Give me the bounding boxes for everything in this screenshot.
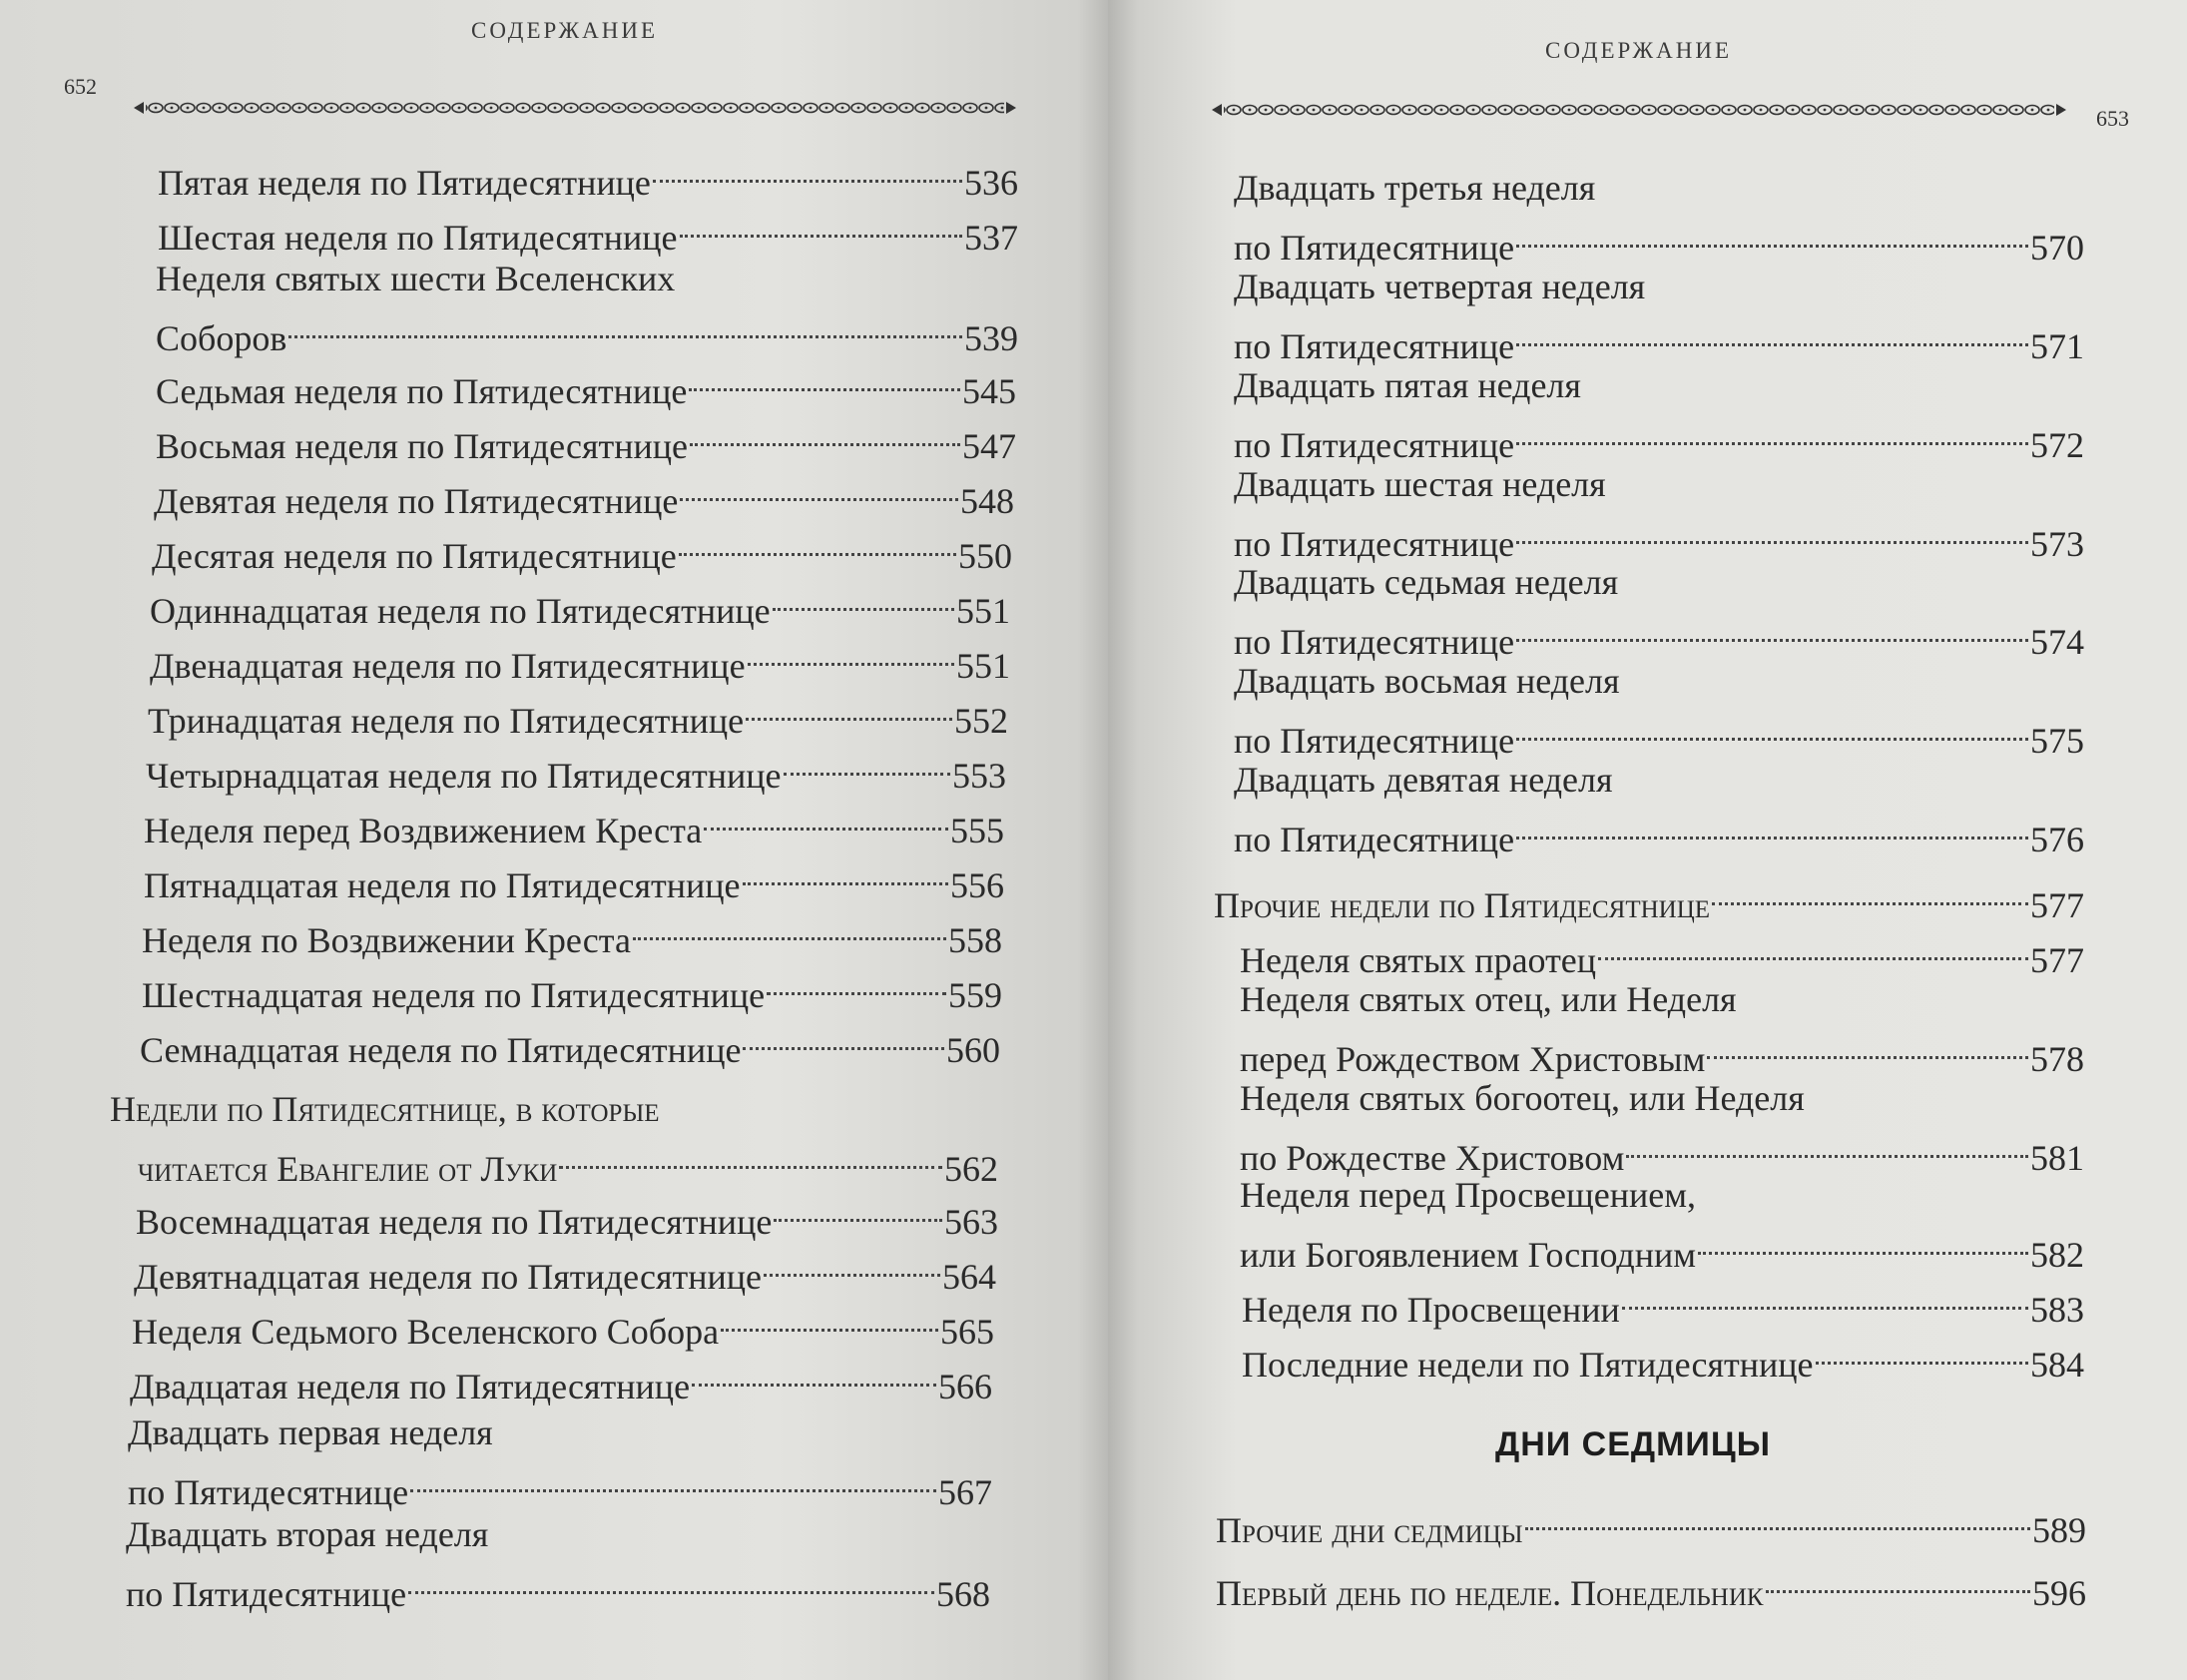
toc-entry[interactable]: Шестая неделя по Пятидесятнице 537 <box>158 201 1018 261</box>
toc-entry-group[interactable]: Прочие дни седмицы 589 <box>1216 1493 2086 1553</box>
toc-entry[interactable]: Восемнадцатая неделя по Пятидесятнице 563 <box>136 1185 998 1245</box>
toc-entry[interactable]: Четырнадцатая неделя по Пятидесятнице 553 <box>146 739 1006 799</box>
toc-entry-group[interactable]: Первый день по неделе. Понедельник 596 <box>1216 1556 2086 1616</box>
right-page <box>1108 0 2187 1680</box>
toc-entry[interactable]: Десятая неделя по Пятидесятнице 550 <box>152 519 1012 579</box>
toc-entry[interactable]: Девятнадцатая неделя по Пятидесятнице 564 <box>134 1240 996 1300</box>
toc-entry[interactable]: Двадцать девятая неделя по Пятидесятнице 576 <box>1234 760 2084 859</box>
toc-entry[interactable]: Пятнадцатая неделя по Пятидесятнице 556 <box>144 848 1004 908</box>
toc-entry[interactable]: Двадцать третья неделя по Пятидесятнице 570 <box>1234 168 2084 268</box>
toc-entry[interactable]: Двенадцатая неделя по Пятидесятнице 551 <box>150 629 1010 689</box>
toc-entry[interactable]: Неделя по Воздвижении Креста 558 <box>142 903 1002 963</box>
toc-entry[interactable]: Неделя святых праотец 577 <box>1240 923 2084 983</box>
toc-entry[interactable]: Неделя перед Просвещением, или Богоявлением Господним 582 <box>1240 1175 2084 1275</box>
toc-entry[interactable]: Двадцать восьмая неделя по Пятидесятнице 575 <box>1234 661 2084 761</box>
toc-entry[interactable]: Двадцать вторая неделя по Пятидесятнице 568 <box>126 1514 990 1614</box>
left-running-head: СОДЕРЖАНИЕ <box>471 18 659 43</box>
toc-entry[interactable]: Неделя Седьмого Вселенского Собора 565 <box>132 1295 994 1355</box>
toc-entry[interactable]: Двадцать четвертая неделя по Пятидесятнице 571 <box>1234 267 2084 366</box>
toc-entry[interactable]: Седьмая неделя по Пятидесятнице 545 <box>156 354 1016 414</box>
right-page-number: 653 <box>2096 106 2129 131</box>
toc-entry[interactable]: Последние недели по Пятидесятнице 584 <box>1242 1328 2084 1388</box>
toc-entry[interactable]: Двадцать первая неделя по Пятидесятнице 567 <box>128 1412 992 1512</box>
book-gutter-shadow <box>1078 0 1138 1680</box>
toc-entry[interactable]: Неделя по Просвещении 583 <box>1242 1273 2084 1333</box>
right-running-head: СОДЕРЖАНИЕ <box>1545 38 1733 63</box>
toc-entry[interactable]: Пятая неделя по Пятидесятнице 536 <box>158 146 1018 206</box>
toc-entry[interactable]: Девятая неделя по Пятидесятнице 548 <box>154 464 1014 524</box>
right-toc <box>1108 0 2187 1680</box>
toc-entry[interactable]: Неделя перед Воздвижением Креста 555 <box>144 794 1004 853</box>
toc-entry[interactable]: Двадцать шестая неделя по Пятидесятнице 573 <box>1234 464 2084 564</box>
toc-entry[interactable]: Семнадцатая неделя по Пятидесятнице 560 <box>140 1013 1000 1073</box>
toc-entry[interactable]: Неделя святых богоотец, или Неделя по Рождестве Христовом 581 <box>1240 1078 2084 1178</box>
toc-entry[interactable]: Двадцать пятая неделя по Пятидесятнице 572 <box>1234 365 2084 465</box>
toc-entry[interactable]: Двадцать седьмая неделя по Пятидесятнице 574 <box>1234 562 2084 662</box>
toc-entry[interactable]: Восьмая неделя по Пятидесятнице 547 <box>156 409 1016 469</box>
toc-entry[interactable]: Одиннадцатая неделя по Пятидесятнице 551 <box>150 574 1010 634</box>
toc-entry[interactable]: Неделя святых отец, или Неделя перед Рождеством Христовым 578 <box>1240 979 2084 1079</box>
toc-entry[interactable]: Шестнадцатая неделя по Пятидесятнице 559 <box>142 958 1002 1018</box>
toc-entry[interactable]: Неделя святых шести Вселенских Соборов 539 <box>156 259 1018 358</box>
toc-entry-group[interactable]: Прочие недели по Пятидесятнице 577 <box>1214 868 2084 928</box>
toc-entry[interactable]: Тринадцатая неделя по Пятидесятнице 552 <box>148 684 1008 744</box>
toc-entry-group[interactable]: Недели по Пятидесятнице, в которые читается Евангелие от Луки 562 <box>110 1089 998 1189</box>
section-title: ДНИ СЕДМИЦЫ <box>1495 1425 1771 1463</box>
toc-entry[interactable]: Двадцатая неделя по Пятидесятнице 566 <box>130 1350 992 1409</box>
left-page-number: 652 <box>64 74 97 99</box>
